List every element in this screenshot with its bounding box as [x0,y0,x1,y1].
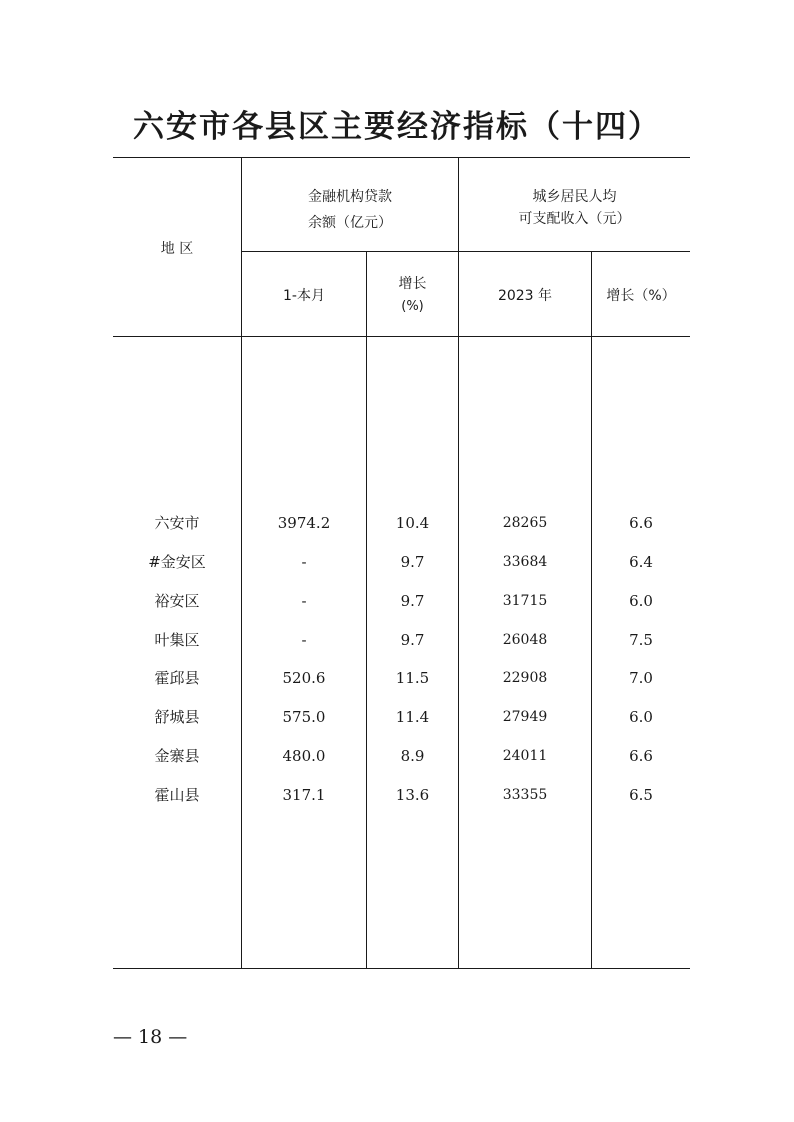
row-region: 六安市 [154,514,200,532]
row-loans-growth: 10.4 [395,514,430,532]
row-income: 22908 [502,670,548,686]
row-region: 金寨县 [154,747,200,765]
row-income: 26048 [502,632,548,648]
row-region: 舒城县 [154,708,200,726]
row-region: 霍邱县 [154,669,200,687]
row-loans-growth: 11.4 [395,708,430,726]
row-region: 叶集区 [154,631,200,649]
header-income-year: 2023 年 [497,288,553,304]
row-region: 裕安区 [154,592,200,610]
header-loans-group-line2: 余额（亿元） [308,215,392,231]
row-loans-growth: 9.7 [400,553,425,571]
row-loans: - [301,553,307,571]
header-loans-growth-line1: 增长 [398,276,427,292]
row-income-growth: 6.0 [629,592,653,610]
row-income: 28265 [502,515,548,531]
row-loans-growth: 8.9 [400,747,425,765]
header-loans-group-line1: 金融机构贷款 [308,189,392,205]
header-income-group-line2: 可支配收入（元） [518,211,631,227]
row-loans: 575.0 [282,708,326,726]
table-bottom-border [113,968,690,969]
row-income-growth: 6.4 [629,553,653,571]
row-region: 霍山县 [154,786,200,804]
table-top-border [113,157,690,158]
row-loans-growth: 9.7 [400,592,425,610]
row-loans-growth: 11.5 [395,669,430,687]
header-group-divider-left [241,251,690,252]
row-income: 33355 [502,787,548,803]
row-loans: - [301,592,307,610]
header-income-growth: 增长（%） [606,288,676,304]
header-income-group-line1: 城乡居民人均 [532,189,617,205]
row-income-growth: 6.5 [629,786,653,804]
row-income-growth: 6.6 [629,747,653,765]
row-loans-growth: 13.6 [395,786,430,804]
row-region: #金安区 [148,553,206,571]
row-loans: 480.0 [282,747,326,765]
row-loans: 3974.2 [277,514,331,532]
header-region: 地 区 [160,241,194,257]
row-loans: - [301,631,307,649]
row-income-growth: 7.0 [629,669,653,687]
row-loans: 520.6 [282,669,326,687]
row-income: 27949 [502,709,548,725]
header-loans-growth-line2: (%) [401,299,424,314]
page-title: 六安市各县区主要经济指标（十四） [133,109,661,145]
row-income: 24011 [502,748,548,764]
row-income-growth: 7.5 [629,631,653,649]
row-loans: 317.1 [282,786,326,804]
row-loans-growth: 9.7 [400,631,425,649]
row-income-growth: 6.0 [629,708,653,726]
row-income: 31715 [502,593,548,609]
row-income-growth: 6.6 [629,514,653,532]
row-income: 33684 [502,554,548,570]
header-loans-period: 1-本月 [283,288,325,304]
page-number: — 18 — [113,1026,188,1048]
header-bottom-border [113,336,690,337]
